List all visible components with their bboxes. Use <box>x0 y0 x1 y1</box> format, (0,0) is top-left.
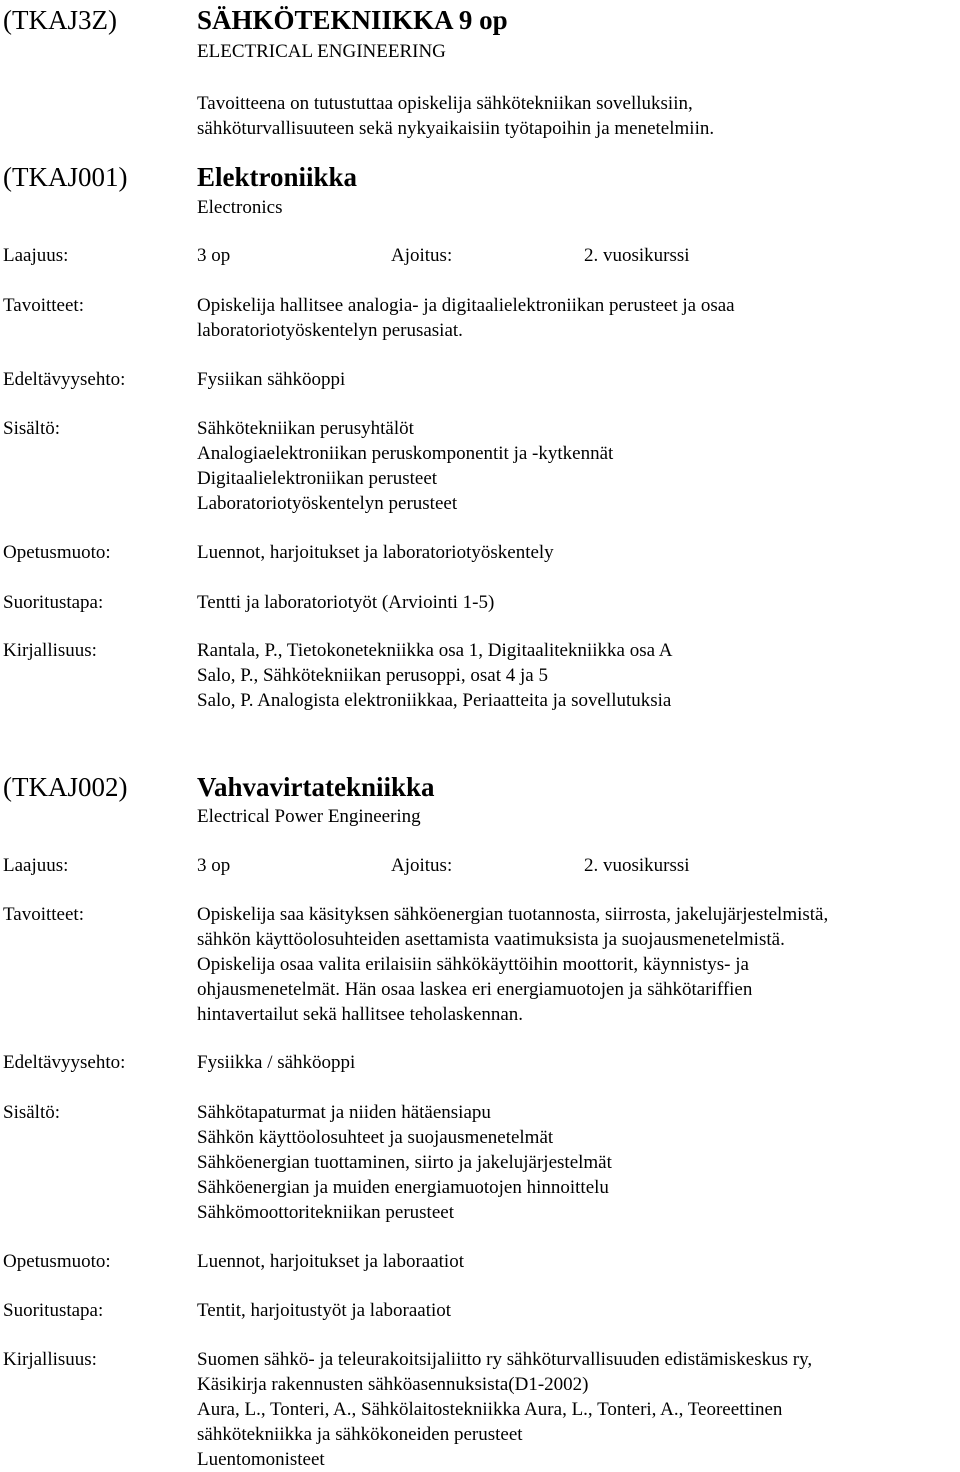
course2-edeltavyysehto-value: Fysiikka / sähköoppi <box>197 1052 356 1073</box>
course1-kirjallisuus-item: Rantala, P., Tietokonetekniikka osa 1, Digitaalitekniikka osa A <box>197 640 673 661</box>
course1-tavoitteet-line: laboratoriotyöskentelyn perusasiat. <box>197 320 463 341</box>
course1-laajuus-value: 3 op <box>197 245 231 266</box>
course1-kirjallisuus <box>197 638 672 713</box>
course2-tavoitteet-line: sähkön käyttöolosuhteiden asettamista vaatimuksista ja suojausmenetelmistä. <box>197 929 785 950</box>
course2-tavoitteet <box>197 902 828 1027</box>
course2-sisalto-label: Sisältö: <box>3 1102 61 1123</box>
course1-opetusmuoto-value: Luennot, harjoitukset ja laboratoriotyöskentely <box>197 542 554 563</box>
course2-tavoitteet-line: Opiskelija saa käsityksen sähköenergian tuotannosta, siirrosta, jakelujärjestelmistä, <box>197 904 829 925</box>
course1-sisalto-item: Analogiaelektroniikan peruskomponentit ja -kytkennät <box>197 443 614 464</box>
course2-sisalto-item: Sähköenergian tuottaminen, siirto ja jakelujärjestelmät <box>197 1152 612 1173</box>
main-intro <box>197 91 714 141</box>
main-course-code: (TKAJ3Z) <box>3 5 117 35</box>
course2-tavoitteet-line: ohjausmenetelmät. Hän osaa laskea eri energiamuotojen ja sähkötariffien <box>197 979 753 1000</box>
course1-sisalto-item: Sähkötekniikan perusyhtälöt <box>197 418 414 439</box>
course1-kirjallisuus-label: Kirjallisuus: <box>3 640 97 661</box>
course1-edeltavyysehto-value: Fysiikan sähköoppi <box>197 369 346 390</box>
course2-tavoitteet-label: Tavoitteet: <box>3 904 84 925</box>
course1-sisalto-item: Laboratoriotyöskentelyn perusteet <box>197 493 458 514</box>
course1-ajoitus-label: Ajoitus: <box>391 245 453 266</box>
course1-laajuus-label: Laajuus: <box>3 245 69 266</box>
course2-kirjallisuus-item: Luentomonisteet <box>197 1449 325 1470</box>
course1-sisalto-label: Sisältö: <box>3 418 61 439</box>
main-intro-line: sähköturvallisuuteen sekä nykyaikaisiin työtapoihin ja menetelmiin. <box>197 118 715 139</box>
course2-laajuus-value: 3 op <box>197 855 231 876</box>
course1-edeltavyysehto-label: Edeltävyysehto: <box>3 369 126 390</box>
course2-tavoitteet-line: Opiskelija osaa valita erilaisiin sähkökäyttöihin moottorit, käynnistys- ja <box>197 954 749 975</box>
course2-edeltavyysehto-label: Edeltävyysehto: <box>3 1052 126 1073</box>
course2-sisalto <box>197 1100 612 1225</box>
course2-subtitle: Electrical Power Engineering <box>197 806 421 827</box>
course2-sisalto-item: Sähkötapaturmat ja niiden hätäensiapu <box>197 1102 491 1123</box>
course1-opetusmuoto-label: Opetusmuoto: <box>3 542 111 563</box>
course2-opetusmuoto-value: Luennot, harjoitukset ja laboraatiot <box>197 1251 464 1272</box>
course1-suoritustapa-value: Tentti ja laboratoriotyöt (Arviointi 1-5) <box>197 592 495 613</box>
course2-kirjallisuus-item: Suomen sähkö- ja teleurakoitsijaliitto ry sähköturvallisuuden edistämiskeskus ry, <box>197 1349 813 1370</box>
course2-kirjallisuus <box>197 1347 812 1472</box>
course2-opetusmuoto-label: Opetusmuoto: <box>3 1251 111 1272</box>
course2-sisalto-item: Sähköenergian ja muiden energiamuotojen hinnoittelu <box>197 1177 609 1198</box>
course2-sisalto-item: Sähkömoottoritekniikan perusteet <box>197 1202 454 1223</box>
course1-title: Elektroniikka <box>197 162 358 192</box>
course2-kirjallisuus-item: Aura, L., Tonteri, A., Sähkölaitostekniikka Aura, L., Tonteri, A., Teoreettinen <box>197 1399 783 1420</box>
main-course-subtitle: ELECTRICAL ENGINEERING <box>197 41 446 62</box>
course2-ajoitus-value: 2. vuosikurssi <box>584 855 690 876</box>
main-intro-line: Tavoitteena on tutustuttaa opiskelija sähkötekniikan sovelluksiin, <box>197 93 693 114</box>
course1-suoritustapa-label: Suoritustapa: <box>3 592 104 613</box>
course2-kirjallisuus-item: Käsikirja rakennusten sähköasennuksista(D1-2002) <box>197 1374 589 1395</box>
course2-code: (TKAJ002) <box>3 772 128 802</box>
course1-code: (TKAJ001) <box>3 162 128 192</box>
course2-kirjallisuus-label: Kirjallisuus: <box>3 1349 97 1370</box>
course1-sisalto-item: Digitaalielektroniikan perusteet <box>197 468 438 489</box>
course1-kirjallisuus-item: Salo, P., Sähkötekniikan perusoppi, osat 4 ja 5 <box>197 665 548 686</box>
course2-laajuus-label: Laajuus: <box>3 855 69 876</box>
course1-tavoitteet <box>197 293 735 343</box>
course1-subtitle: Electronics <box>197 197 283 218</box>
course2-suoritustapa-value: Tentit, harjoitustyöt ja laboraatiot <box>197 1300 452 1321</box>
course1-ajoitus-value: 2. vuosikurssi <box>584 245 690 266</box>
course1-sisalto <box>197 416 613 516</box>
course1-kirjallisuus-item: Salo, P. Analogista elektroniikkaa, Periaatteita ja sovellutuksia <box>197 690 672 711</box>
main-course-title: SÄHKÖTEKNIIKKA 9 op <box>197 5 508 35</box>
course2-tavoitteet-line: hintavertailut sekä hallitsee teholaskennan. <box>197 1004 524 1025</box>
course2-sisalto-item: Sähkön käyttöolosuhteet ja suojausmenetelmät <box>197 1127 554 1148</box>
course2-title: Vahvavirtatekniikka <box>197 772 435 802</box>
course2-ajoitus-label: Ajoitus: <box>391 855 453 876</box>
course1-tavoitteet-line: Opiskelija hallitsee analogia- ja digitaalielektroniikan perusteet ja osaa <box>197 295 735 316</box>
course2-suoritustapa-label: Suoritustapa: <box>3 1300 104 1321</box>
course2-kirjallisuus-item: sähkötekniikka ja sähkökoneiden perusteet <box>197 1424 523 1445</box>
course1-tavoitteet-label: Tavoitteet: <box>3 295 84 316</box>
